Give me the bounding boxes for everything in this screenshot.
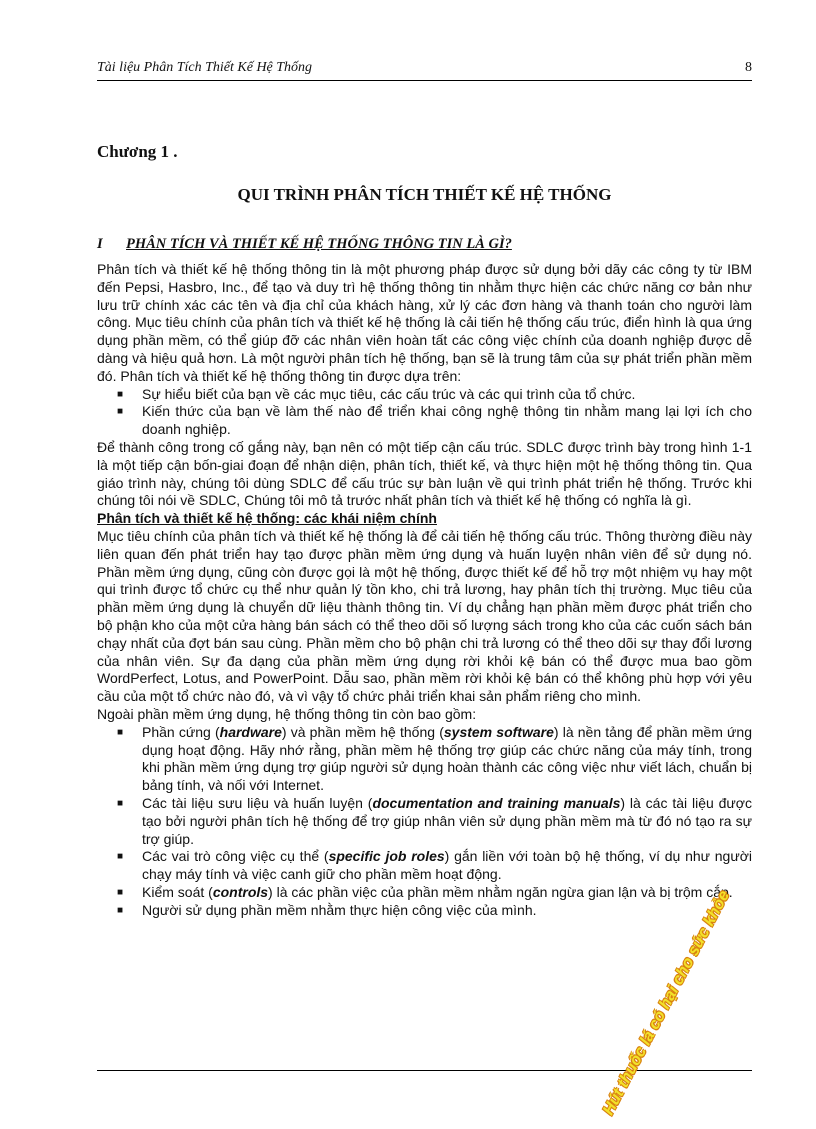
list-item: ■ Kiểm soát (controls) là các phần việc của phần mềm nhằm ngăn ngừa gian lận và bị trộm cắp.: [117, 883, 733, 900]
intro-paragraph: Phân tích và thiết kế hệ thống thông tin là một phương pháp được sử dụng bởi dãy các công ty từ IBM đến Pepsi, Hasbro, Inc., để tạo và duy trì hệ thống thông tin nhằm thực hiện các chức năng cơ bản như lưu trữ chính xác các tên và địa chỉ của khách hàng, xử lý các đơn hàng và thanh toán cho người làm công. Mục tiêu chính của phân tích và thiết kế hệ thống là cải tiến hệ thống cấu trúc, điển hình là qua ứng dụng phần mềm, có thể giúp đỡ các nhân viên hoàn tất các công việc chính của doanh nghiệp được dễ dàng và hiệu quả hơn. Là một người phân tích hệ thống, bạn sẽ là trung tâm của sự phát triển phần mềm đó. Phân tích và thiết kế hệ thống thông tin được dựa trên:: [97, 261, 752, 384]
list-item: ■ Người sử dụng phần mềm nhằm thực hiện công việc của mình.: [117, 901, 537, 918]
concepts-heading: Phân tích và thiết kế hệ thống: các khái niệm chính: [97, 510, 437, 527]
components-bullet-list: [97, 724, 752, 920]
concepts-lead: Ngoài phần mềm ứng dụng, hệ thống thông tin còn bao gồm:: [97, 705, 477, 722]
list-item: ■ Phần cứng (hardware) và phần mềm hệ thống (system software) là nền tảng để phần mềm ứng dụng hoạt động. Hãy nhớ rằng, phần mềm hệ thống trợ giúp các chức năng của máy tính, trong khi phần mềm ứng dụng trợ giúp người sử dụng hoàn thành các công việc như viết lách, chuẩn bị bảng tính, và nối với Internet.: [117, 723, 752, 794]
watermark-stamp: Hút thuốc lá có hại cho sức khỏe: [600, 887, 734, 1118]
header-title: Tài liệu Phân Tích Thiết Kế Hệ Thống: [97, 60, 313, 75]
section-heading: [97, 236, 752, 253]
list-item: ■ Các vai trò công việc cụ thể (specific job roles) gắn liền với toàn bộ hệ thống, ví dụ như người chạy máy tính và việc canh giữ cho phần mềm hoạt động.: [117, 848, 752, 883]
bullet-square-icon: ■: [117, 388, 124, 400]
term-controls: controls: [212, 883, 269, 900]
sdlc-paragraph: Để thành công trong cố gắng này, bạn nên có một tiếp cận cấu trúc. SDLC được trình bày trong hình 1-1 là một tiếp cận bốn-giai đoạn để nhận diện, phân tích, thiết kế, và thực hiện một hệ thống thông tin. Qua giáo trình này, chúng tôi dùng SDLC để cấu trúc sự bàn luận về qui trình phát triển hệ thống. Trước khi chúng tôi nói về SDLC, Chúng tôi mô tả trước nhất phân tích và thiết kế hệ thống có nghĩa là gì.: [97, 438, 752, 509]
list-item: ■ Sự hiểu biết của bạn về các mục tiêu, các cấu trúc và các qui trình của tổ chức.: [117, 385, 636, 402]
term-job-roles: specific job roles: [328, 848, 445, 865]
chapter-title: QUI TRÌNH PHÂN TÍCH THIẾT KẾ HỆ THỐNG: [237, 185, 612, 204]
term-system-software: system software: [443, 723, 554, 740]
bullet-square-icon: ■: [117, 904, 124, 916]
bullet-square-icon: ■: [117, 851, 124, 863]
term-hardware: hardware: [219, 723, 282, 740]
concepts-paragraph: Mục tiêu chính của phân tích và thiết kế hệ thống là để cải tiến hệ thống cấu trúc. Thông thường điều này liên quan đến phát triển hay tạo được phần mềm ứng dụng và huấn luyện nhân viên để sử dụng nó. Phần mềm ứng dụng, cũng còn được gọi là một hệ thống, được thiết kế để hỗ trợ một nhiệm vụ hay một qui trình được tổ chức cụ thể như quản lý tồn kho, chi trả lương, hay phân tích thị trường. Mục tiêu của phần mềm ứng dụng là chuyển dữ liệu thành thông tin. Ví dụ chẳng hạn phần mềm được phát triển cho bộ phận kho của một cửa hàng bán sách có thể theo dõi số lượng sách trong kho của các cuốn sách bán chạy nhất của đợt bán sau cùng. Phần mềm cho bộ phận chi trả lương có thể theo dõi sự thay đổi lương của nhân viên. Sự đa dạng của phần mềm ứng dụng rời khỏi kệ bán có thể được mua bao gồm WordPerfect, Lotus, and PowerPoint. Dẫu sao, phần mềm rời khỏi kệ bán có thể không phù hợp với yêu cầu của một tổ chức nào đó, và vì vậy tổ chức phải triển khai sản phẩm riêng cho mình.: [97, 527, 752, 705]
list-item: ■ Kiến thức của bạn về làm thế nào để triển khai công nghệ thông tin nhằm mang lại lợi ích cho doanh nghiệp.: [117, 403, 752, 438]
section-number: I: [97, 236, 103, 252]
bullet-square-icon: ■: [117, 406, 124, 418]
bullet-square-icon: ■: [117, 797, 124, 809]
bullet-square-icon: ■: [117, 726, 124, 738]
intro-bullet-list: [97, 386, 752, 439]
term-documentation: documentation and training manuals: [372, 794, 621, 811]
bullet-square-icon: ■: [117, 886, 124, 898]
section-title: PHÂN TÍCH VÀ THIẾT KẾ HỆ THỐNG THÔNG TIN LÀ GÌ?: [126, 236, 512, 252]
list-item: ■ Các tài liệu sưu liệu và huấn luyện (documentation and training manuals) là các tài liệu được tạo bởi người phân tích hệ thống để trợ giúp nhân viên sử dụng phần mềm mà từ đó nó tạo ra sự trợ giúp.: [117, 794, 752, 847]
running-header: [97, 58, 752, 81]
body-text: [97, 261, 752, 919]
page-number: 8: [745, 60, 752, 75]
chapter-label: Chương 1 .: [97, 142, 178, 161]
